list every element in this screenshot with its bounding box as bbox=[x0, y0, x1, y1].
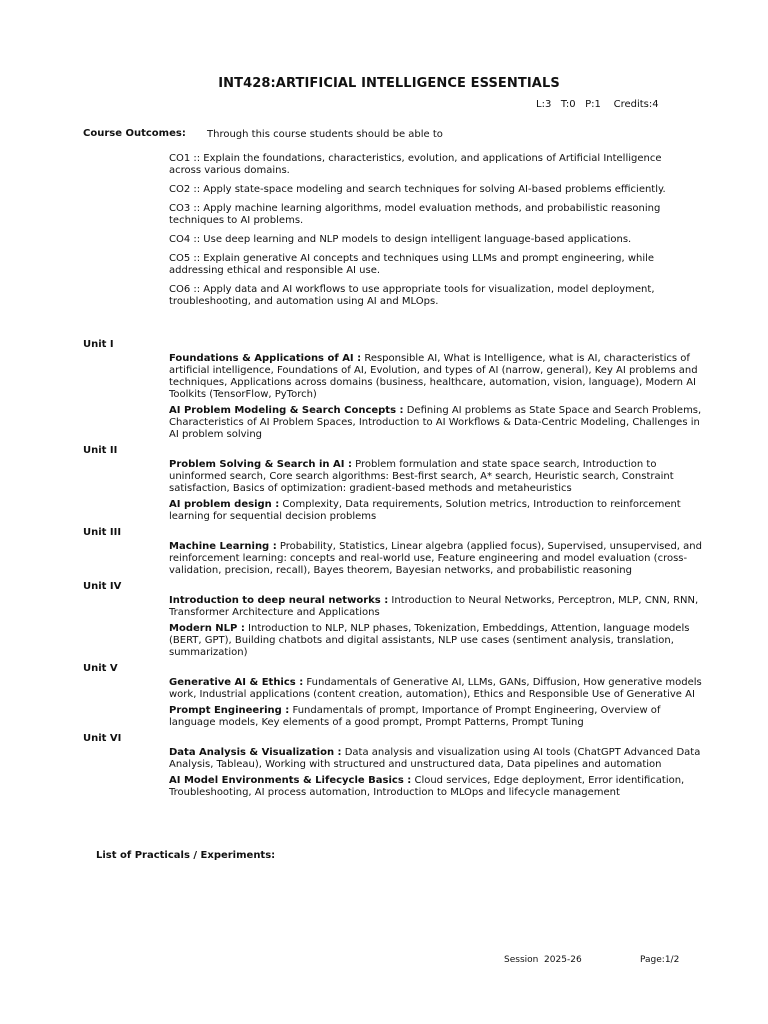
unit-topic bbox=[169, 541, 703, 577]
topic-heading: Introduction to deep neural networks : bbox=[169, 595, 389, 606]
topic-heading: Generative AI & Ethics : bbox=[169, 677, 304, 688]
course-outcomes-label: Course Outcomes: bbox=[83, 128, 186, 139]
topic-text: Introduction to Neural Networks, Perceptron, MLP, CNN, RNN, Transformer Architecture and Applications bbox=[169, 595, 699, 618]
unit-label: Unit V bbox=[83, 663, 118, 674]
practicals-heading: List of Practicals / Experiments: bbox=[96, 850, 276, 861]
topic-heading: Modern NLP : bbox=[169, 623, 245, 634]
unit-block bbox=[83, 339, 703, 441]
topic-text: Complexity, Data requirements, Solution metrics, Introduction to reinforcement learning for sequential decision problems bbox=[169, 499, 681, 522]
topic-heading: Data Analysis & Visualization : bbox=[169, 747, 342, 758]
unit-label: Unit III bbox=[83, 527, 122, 538]
unit-topic bbox=[169, 677, 703, 701]
topic-text: Cloud services, Edge deployment, Error identification, Troubleshooting, AI process automation, Introduction to MLOps and lifecycle management bbox=[169, 775, 685, 798]
course-outcome-item: CO6 :: Apply data and AI workflows to use appropriate tools for visualization, model deployment, troubleshooting, and automation using AI and MLOps. bbox=[169, 284, 655, 307]
unit-topic bbox=[169, 595, 703, 619]
course-outcome-item: CO5 :: Explain generative AI concepts and techniques using LLMs and prompt engineering, while addressing ethical and responsible AI use. bbox=[169, 253, 655, 276]
topic-text: Data analysis and visualization using AI tools (ChatGPT Advanced Data Analysis, Tableau), Working with structured and unstructured data, Data pipelines and automation bbox=[169, 747, 701, 770]
unit-label: Unit II bbox=[83, 445, 118, 456]
unit-block bbox=[83, 733, 703, 799]
course-outcomes-list bbox=[169, 153, 689, 315]
course-outcomes-intro: Through this course students should be able to bbox=[207, 129, 443, 140]
unit-topic bbox=[169, 705, 703, 729]
unit-block bbox=[83, 581, 703, 659]
unit-topic bbox=[169, 405, 703, 441]
unit-label: Unit VI bbox=[83, 733, 122, 744]
course-outcome-item: CO1 :: Explain the foundations, characteristics, evolution, and applications of Artificial Intelligence across various domains. bbox=[169, 153, 662, 176]
topic-text: Responsible AI, What is Intelligence, what is AI, characteristics of artificial intelligence, Foundations of AI, Evolution, and types of AI (narrow, general), Key AI problems and techniques, Applications across domains (business, healthcare, automation, vision, language), Modern AI Toolkits (TensorFlow, PyTorch) bbox=[169, 353, 698, 400]
unit-topic bbox=[169, 353, 703, 401]
topic-text: Fundamentals of Generative AI, LLMs, GANs, Diffusion, How generative models work, Industrial applications (content creation, automation), Ethics and Responsible Use of Generative AI bbox=[169, 677, 702, 700]
credits-line: L:3 T:0 P:1 Credits:4 bbox=[536, 99, 659, 110]
topic-heading: Prompt Engineering : bbox=[169, 705, 290, 716]
footer-page-number: Page:1/2 bbox=[640, 955, 680, 965]
units-section bbox=[83, 339, 703, 803]
topic-text: Fundamentals of prompt, Importance of Prompt Engineering, Overview of language models, Key elements of a good prompt, Prompt Patterns, Prompt Tuning bbox=[169, 705, 661, 728]
topic-heading: Machine Learning : bbox=[169, 541, 277, 552]
unit-topic bbox=[169, 623, 703, 659]
unit-topic bbox=[169, 775, 703, 799]
unit-topic bbox=[169, 459, 703, 495]
course-title: INT428:ARTIFICIAL INTELLIGENCE ESSENTIALS bbox=[218, 76, 560, 91]
topic-heading: Foundations & Applications of AI : bbox=[169, 353, 362, 364]
topic-heading: AI Model Environments & Lifecycle Basics : bbox=[169, 775, 412, 786]
course-outcome-item: CO3 :: Apply machine learning algorithms, model evaluation methods, and probabilistic reasoning techniques to AI problems. bbox=[169, 203, 661, 226]
unit-topic bbox=[169, 499, 703, 523]
topic-heading: AI problem design : bbox=[169, 499, 280, 510]
unit-block bbox=[83, 527, 703, 577]
topic-text: Introduction to NLP, NLP phases, Tokenization, Embeddings, Attention, language models (BERT, GPT), Building chatbots and digital assistants, NLP use cases (sentiment analysis, translation, summarization) bbox=[169, 623, 690, 658]
footer-session: Session 2025-26 bbox=[504, 955, 582, 965]
unit-block bbox=[83, 445, 703, 523]
topic-heading: AI Problem Modeling & Search Concepts : bbox=[169, 405, 404, 416]
course-outcome-item: CO4 :: Use deep learning and NLP models to design intelligent language-based applications. bbox=[169, 234, 632, 245]
topic-text: Probability, Statistics, Linear algebra (applied focus), Supervised, unsupervised, and reinforcement learning: concepts and real-world use, Feature engineering and model evaluation (cross-validation, precision, recall), Bayes theorem, Bayesian networks, and probabilistic reasoning bbox=[169, 541, 702, 576]
unit-topic bbox=[169, 747, 703, 771]
topic-text: Problem formulation and state space search, Introduction to uninformed search, Core search algorithms: Best-first search, A* search, Heuristic search, Constraint satisfaction, Basics of optimization: gradient-based methods and metaheuristics bbox=[169, 459, 674, 494]
topic-heading: Problem Solving & Search in AI : bbox=[169, 459, 352, 470]
topic-text: Defining AI problems as State Space and Search Problems, Characteristics of AI Problem Spaces, Introduction to AI Workflows & Data-Centric Modeling, Challenges in AI problem solving bbox=[169, 405, 702, 440]
unit-label: Unit I bbox=[83, 339, 114, 350]
course-outcome-item: CO2 :: Apply state-space modeling and search techniques for solving AI-based problems efficiently. bbox=[169, 184, 666, 195]
unit-label: Unit IV bbox=[83, 581, 122, 592]
unit-block bbox=[83, 663, 703, 729]
